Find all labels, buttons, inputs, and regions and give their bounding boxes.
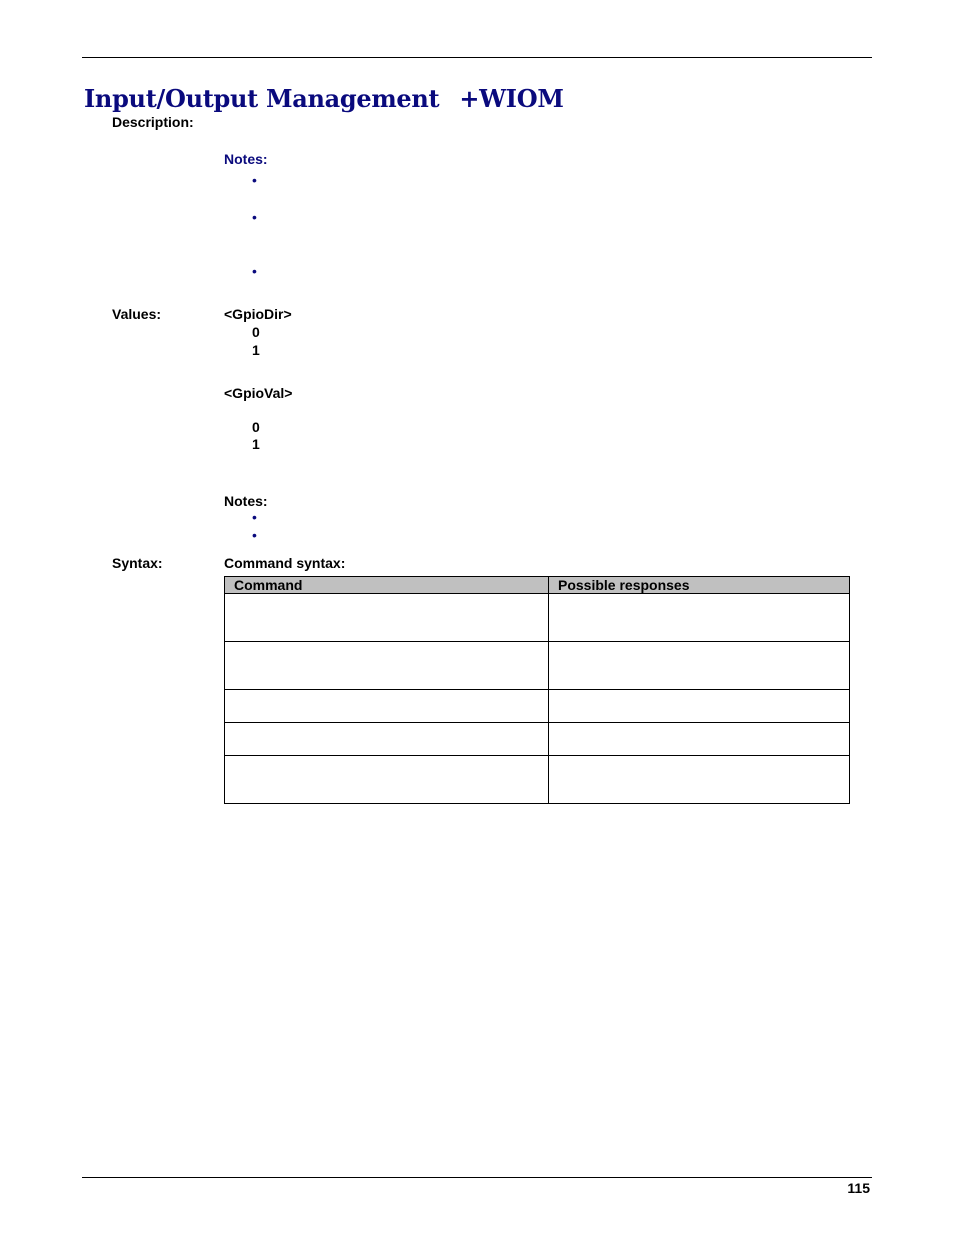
- note-bullet: •: [252, 172, 257, 188]
- table-header-row: [225, 577, 850, 594]
- section-title: Input/Output Management: [84, 84, 440, 113]
- table-row: [225, 756, 850, 804]
- table-row: [225, 594, 850, 642]
- command-cell: [225, 690, 549, 723]
- response-cell: [549, 723, 850, 756]
- table-row: [225, 690, 850, 723]
- gpiodir-param: <GpioDir>: [224, 306, 292, 322]
- gpioval-value: 0: [252, 419, 260, 435]
- response-cell: [549, 690, 850, 723]
- table-row: [225, 723, 850, 756]
- column-header-responses: Possible responses: [549, 577, 850, 594]
- gpiodir-value: 1: [252, 342, 260, 358]
- description-label: Description:: [112, 114, 194, 130]
- syntax-table: [224, 576, 850, 804]
- page-number: 115: [847, 1180, 870, 1196]
- notes-label: Notes:: [224, 493, 268, 509]
- syntax-label: Syntax:: [112, 555, 163, 571]
- values-label: Values:: [112, 306, 162, 322]
- note-bullet: •: [252, 209, 257, 225]
- column-header-command: Command: [225, 577, 549, 594]
- note-bullet: •: [252, 509, 257, 525]
- notes-label: Notes:: [224, 151, 268, 167]
- response-cell: [549, 594, 850, 642]
- response-cell: [549, 642, 850, 690]
- response-cell: [549, 756, 850, 804]
- top-rule: [82, 57, 872, 58]
- gpioval-param: <GpioVal>: [224, 385, 293, 401]
- note-bullet: •: [252, 527, 257, 543]
- gpioval-value: 1: [252, 436, 260, 452]
- note-bullet: •: [252, 263, 257, 279]
- command-cell: [225, 594, 549, 642]
- command-cell: [225, 756, 549, 804]
- command-name: +WIOM: [459, 84, 564, 113]
- command-syntax-title: Command syntax:: [224, 555, 346, 571]
- gpiodir-value: 0: [252, 324, 260, 340]
- command-cell: [225, 723, 549, 756]
- page-title: [84, 84, 564, 113]
- table-row: [225, 642, 850, 690]
- bottom-rule: [82, 1177, 872, 1178]
- command-cell: [225, 642, 549, 690]
